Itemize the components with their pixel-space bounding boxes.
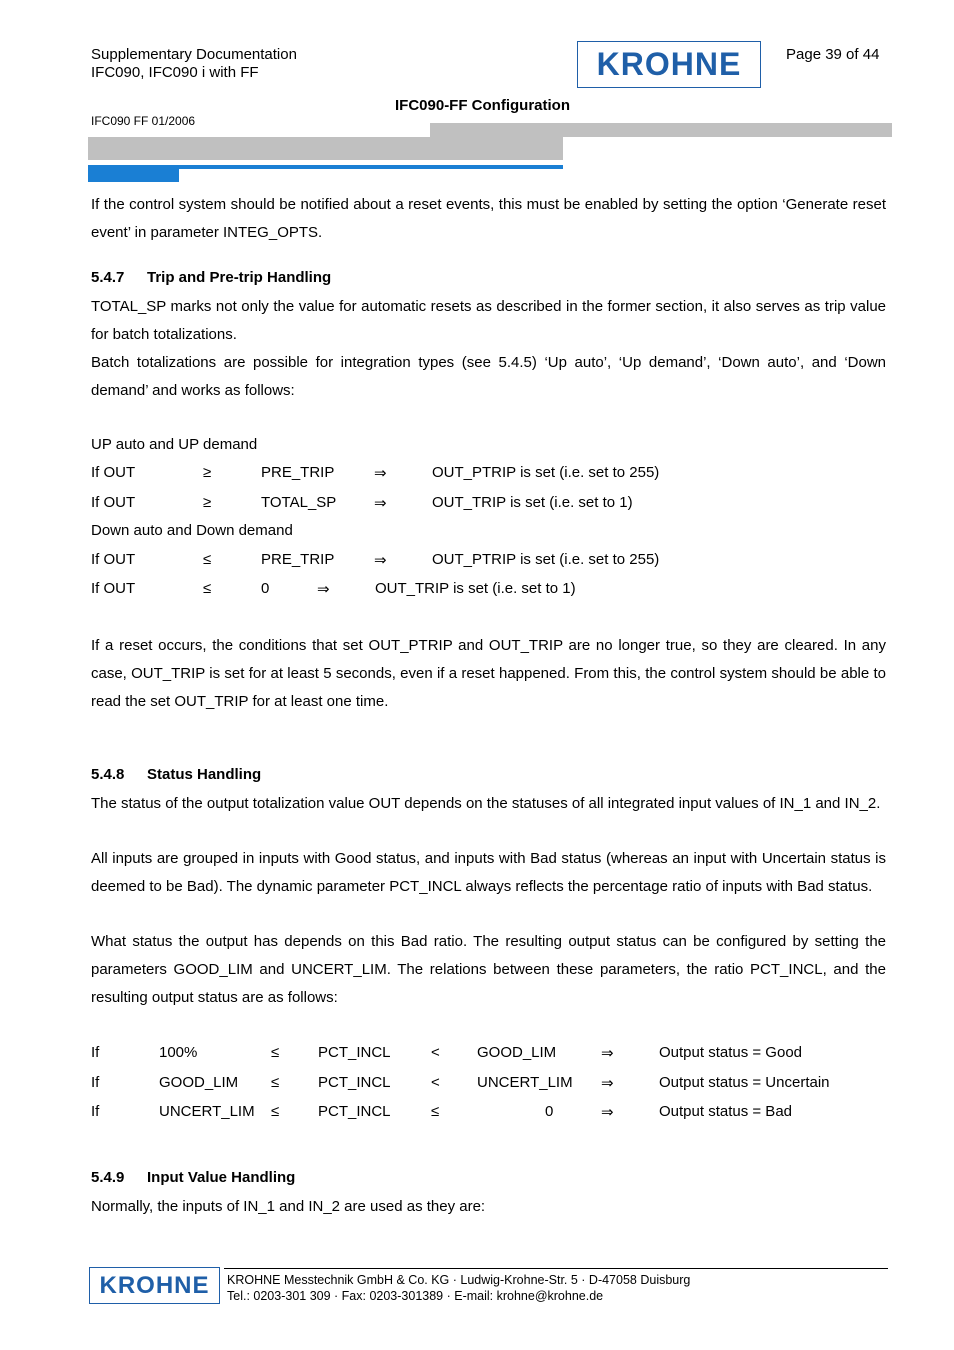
row-op2: < [431, 1074, 440, 1091]
doc-code: IFC090 FF 01/2006 [91, 114, 196, 128]
status-row [0, 1103, 954, 1123]
footer-line1: KROHNE Messtechnik GmbH & Co. KG · Ludwig-Krohne-Str. 5 · D-47058 Duisburg [227, 1273, 691, 1287]
footer-address [227, 1272, 690, 1304]
intro-paragraph: If the control system should be notified about a reset events, this must be enabled by setting the option ‘Generate reset event’ in parameter INTEG_OPTS. [91, 196, 886, 241]
row-if: If [91, 1074, 100, 1091]
heading-number: 5.4.7 [91, 269, 125, 286]
row-result: Output status = Bad [659, 1103, 793, 1120]
trip-row [0, 464, 954, 484]
row-if: If [91, 1044, 100, 1061]
heading-text: Trip and Pre-trip Handling [147, 269, 332, 286]
up-label: UP auto and UP demand [91, 436, 258, 453]
row-result: OUT_TRIP is set (i.e. set to 1) [375, 580, 576, 597]
row-operator: ≤ [203, 551, 212, 568]
row-result: Output status = Uncertain [659, 1074, 830, 1091]
row-high: GOOD_LIM [477, 1044, 557, 1061]
row-operator: ≥ [203, 464, 212, 481]
row-operator: ≤ [203, 580, 212, 597]
row-result: OUT_PTRIP is set (i.e. set to 255) [432, 464, 660, 481]
krohne-logo [577, 41, 761, 88]
row-low: UNCERT_LIM [159, 1103, 255, 1120]
row-mid: PCT_INCL [318, 1103, 391, 1120]
row-param: PRE_TRIP [261, 464, 335, 481]
row-op1: ≤ [271, 1074, 280, 1091]
doc-title-line2: IFC090, IFC090 i with FF [91, 64, 259, 81]
paragraph: Batch totalizations are possible for integration types (see 5.4.5) ‘Up auto’, ‘Up demand’, ‘Down auto’, and ‘Down demand’ and works as follows: [91, 354, 886, 399]
row-operator: ≥ [203, 494, 212, 511]
row-subject: If OUT [91, 464, 136, 481]
heading-5-4-9 [91, 1169, 295, 1186]
row-mid: PCT_INCL [318, 1074, 391, 1091]
status-row [0, 1074, 954, 1094]
paragraph: TOTAL_SP marks not only the value for automatic resets as described in the former section, it also serves as trip value for batch totalizations. [91, 298, 886, 343]
paragraph: What status the output has depends on this Bad ratio. The resulting output status can be configured by setting the parameters GOOD_LIM and UNCERT_LIM. The relations between these parameters, the ratio PCT_INCL, and the resulting output status are as follows: [91, 933, 886, 1006]
row-high: UNCERT_LIM [477, 1074, 573, 1091]
row-op2: < [431, 1044, 440, 1061]
row-result: OUT_TRIP is set (i.e. set to 1) [432, 494, 633, 511]
row-op1: ≤ [271, 1044, 280, 1061]
footer-logo-text: KROHNE [99, 1271, 210, 1299]
row-arrow: ⇒ [601, 1045, 614, 1062]
page-number: Page 39 of 44 [786, 46, 880, 63]
doc-title [91, 46, 297, 82]
footer-rule [224, 1268, 888, 1269]
row-arrow: ⇒ [601, 1104, 614, 1121]
down-label: Down auto and Down demand [91, 522, 293, 539]
paragraph: Normally, the inputs of IN_1 and IN_2 are used as they are: [91, 1198, 486, 1215]
logo-text: KROHNE [596, 46, 742, 82]
heading-5-4-7 [91, 269, 331, 286]
header-accent-block [88, 169, 179, 182]
row-op1: ≤ [271, 1103, 280, 1120]
heading-number: 5.4.9 [91, 1169, 125, 1186]
paragraph: The status of the output totalization value OUT depends on the statuses of all integrated input values of IN_1 and IN_2. [91, 795, 881, 812]
header-band-left [88, 137, 563, 160]
paragraph: All inputs are grouped in inputs with Good status, and inputs with Bad status (whereas an input with Uncertain status is deemed to be Bad). The dynamic parameter PCT_INCL always reflects the percentage ratio of inputs with Bad status. [91, 850, 886, 895]
trip-row [0, 494, 954, 514]
heading-text: Input Value Handling [147, 1169, 296, 1186]
row-arrow: ⇒ [374, 465, 387, 482]
row-arrow: ⇒ [601, 1075, 614, 1092]
row-subject: If OUT [91, 580, 136, 597]
row-param: PRE_TRIP [261, 551, 335, 568]
paragraph: If a reset occurs, the conditions that set OUT_PTRIP and OUT_TRIP are no longer true, so they are cleared. In any case, OUT_TRIP is set for at least 5 seconds, even if a reset happened. From this, the control system should be able to read the set OUT_TRIP for at least one time. [91, 637, 886, 710]
row-low: 100% [159, 1044, 198, 1061]
trip-row [0, 551, 954, 571]
row-mid: PCT_INCL [318, 1044, 391, 1061]
footer-krohne-logo [89, 1267, 220, 1304]
row-arrow: ⇒ [317, 581, 330, 598]
row-subject: If OUT [91, 551, 136, 568]
row-result: OUT_PTRIP is set (i.e. set to 255) [432, 551, 660, 568]
row-op2: ≤ [431, 1103, 440, 1120]
heading-number: 5.4.8 [91, 766, 125, 783]
trip-row [0, 580, 954, 600]
row-high: 0 [545, 1103, 554, 1120]
row-result: Output status = Good [659, 1044, 803, 1061]
heading-5-4-8 [91, 766, 261, 783]
row-param: TOTAL_SP [261, 494, 337, 511]
heading-text: Status Handling [147, 766, 262, 783]
doc-title-line1: Supplementary Documentation [91, 46, 297, 63]
row-arrow: ⇒ [374, 552, 387, 569]
row-subject: If OUT [91, 494, 136, 511]
row-arrow: ⇒ [374, 495, 387, 512]
footer-line2: Tel.: 0203-301 309 · Fax: 0203-301389 · E-mail: krohne@krohne.de [227, 1289, 604, 1303]
row-if: If [91, 1103, 100, 1120]
header-band-right [430, 123, 892, 137]
status-row [0, 1044, 954, 1064]
section-title: IFC090-FF Configuration [395, 97, 570, 114]
row-param: 0 [261, 580, 270, 597]
row-low: GOOD_LIM [159, 1074, 239, 1091]
